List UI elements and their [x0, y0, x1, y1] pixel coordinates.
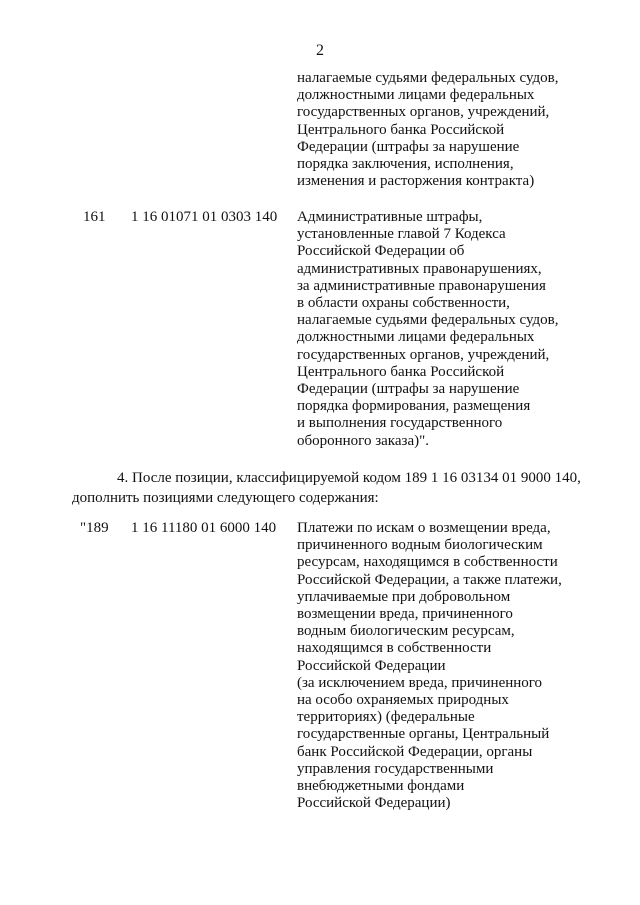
desc-line: оборонного заказа)".: [297, 432, 429, 449]
kbk-code-189: 1 16 11180 01 6000 140: [131, 520, 277, 536]
desc-line: государственные органы, Центральный: [297, 726, 550, 743]
desc-line: должностными лицами федеральных: [297, 87, 535, 104]
row-189-description: [297, 520, 597, 812]
desc-line: Российской Федерации): [297, 795, 451, 812]
desc-line: установленные главой 7 Кодекса: [297, 226, 506, 243]
desc-line: Федерации (штрафы за нарушение: [297, 138, 520, 155]
desc-line: Российской Федерации, а также платежи,: [297, 571, 562, 588]
desc-line: на особо охраняемых природных: [297, 692, 509, 709]
row-161-description: [297, 209, 597, 450]
desc-line: территориях) (федеральные: [297, 709, 475, 726]
desc-line: Платежи по искам о возмещении вреда,: [297, 520, 551, 536]
desc-line: Административные штрафы,: [297, 209, 483, 225]
desc-line: Федерации (штрафы за нарушение: [297, 381, 520, 398]
desc-line: (за исключением вреда, причиненного: [297, 674, 543, 691]
desc-line: причиненного водным биологическим: [297, 537, 543, 554]
desc-line: должностными лицами федеральных: [297, 329, 535, 346]
desc-line: внебюджетными фондами: [297, 778, 465, 795]
desc-line: Российской Федерации: [297, 657, 446, 674]
desc-line: порядка заключения, исполнения,: [297, 156, 514, 173]
paragraph-4: [72, 468, 581, 508]
admin-code-161: 161: [83, 209, 106, 225]
admin-code-189: "189: [80, 520, 109, 536]
desc-line: водным биологическим ресурсам,: [297, 623, 515, 640]
desc-line: административных правонарушениях,: [297, 260, 542, 277]
desc-line: находящимся в собственности: [297, 640, 492, 657]
desc-line: порядка формирования, размещения: [297, 398, 531, 415]
desc-line: за административные правонарушения: [297, 277, 546, 294]
desc-line: изменения и расторжения контракта): [297, 173, 535, 190]
desc-line: и выполнения государственного: [297, 415, 503, 432]
desc-line: государственных органов, учреждений,: [297, 346, 550, 363]
desc-line: в области охраны собственности,: [297, 295, 510, 312]
desc-line: государственных органов, учреждений,: [297, 104, 550, 121]
paragraph-line: 4. После позиции, классифицируемой кодом 189 1 16 03134 01 9000 140,: [117, 470, 581, 486]
desc-line: управления государственными: [297, 760, 494, 777]
desc-line: Российской Федерации об: [297, 243, 465, 260]
desc-line: ресурсам, находящимся в собственности: [297, 554, 558, 571]
desc-line: банк Российской Федерации, органы: [297, 743, 533, 760]
desc-line: Центрального банка Российской: [297, 363, 505, 380]
desc-line: уплачиваемые при добровольном: [297, 588, 511, 605]
continued-description: [297, 70, 597, 190]
desc-line: налагаемые судьями федеральных судов,: [297, 312, 559, 329]
kbk-code-161: 1 16 01071 01 0303 140: [131, 209, 278, 225]
page-number: 2: [316, 42, 324, 59]
desc-line: налагаемые судьями федеральных судов,: [297, 70, 559, 86]
desc-line: Центрального банка Российской: [297, 121, 505, 138]
desc-line: возмещении вреда, причиненного: [297, 606, 513, 623]
paragraph-line: дополнить позициями следующего содержания:: [72, 490, 379, 506]
